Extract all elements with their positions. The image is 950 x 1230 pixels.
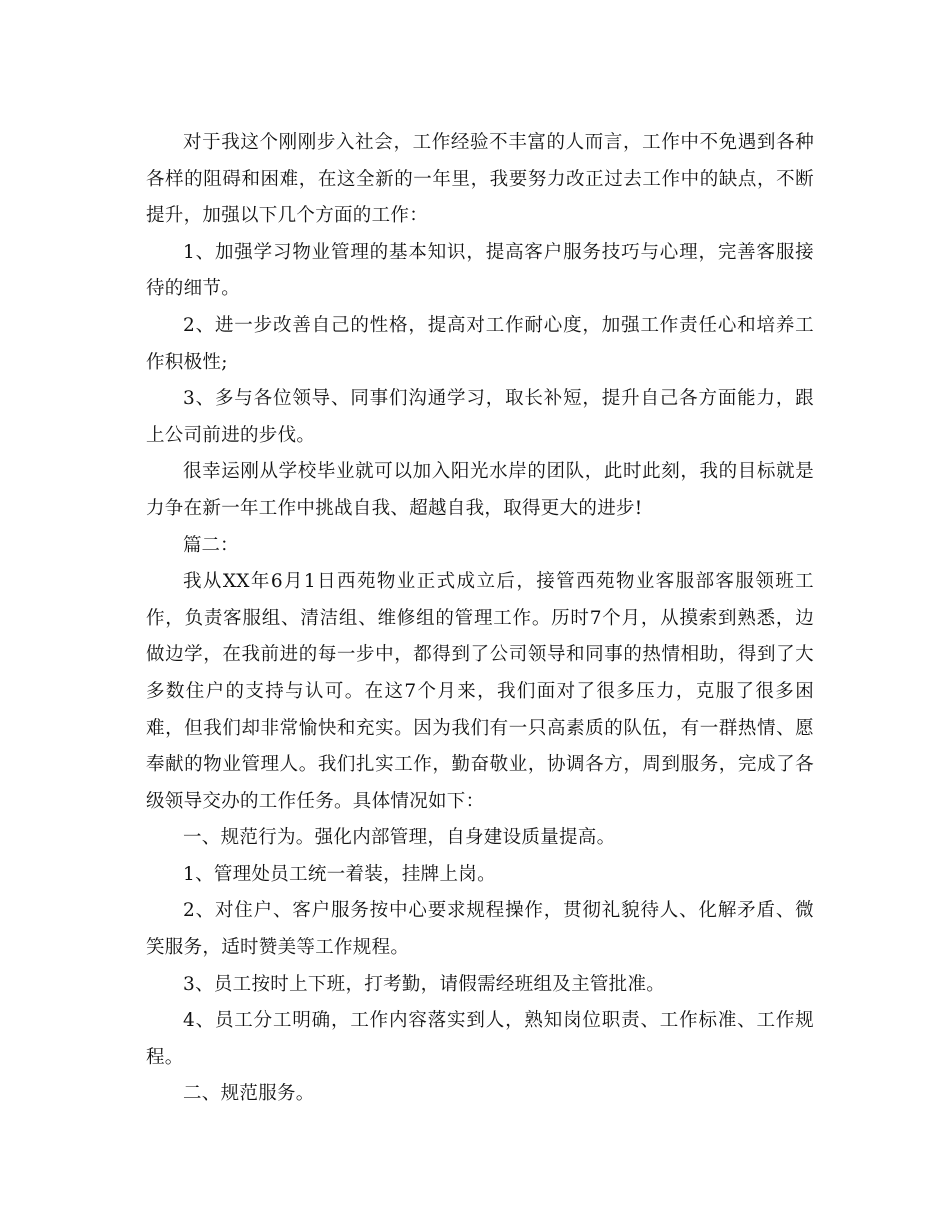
document-body xyxy=(146,125,814,1113)
paragraph-section-one-item-2: 2、对住户、客户服务按中心要求规程操作，贯彻礼貌待人、化解矛盾、微笑服务，适时赞美等工作规程。 xyxy=(146,900,814,959)
section-heading-part-two: 篇二： xyxy=(183,534,239,556)
paragraph-section-one: 一、规范行为。强化内部管理，自身建设质量提高。 xyxy=(183,827,616,849)
paragraph-closing: 很幸运刚从学校毕业就可以加入阳光水岸的团队，此时此刻，我的目标就是力争在新一年工作中挑战自我、超越自我，取得更大的进步! xyxy=(146,461,814,519)
paragraph-item-2: 2、进一步改善自己的性格，提高对工作耐心度，加强工作责任心和培养工作积极性; xyxy=(146,314,814,373)
paragraph-section-one-item-3: 3、员工按时上下班，打考勤，请假需经班组及主管批准。 xyxy=(183,973,666,995)
paragraph-item-3: 3、多与各位领导、同事们沟通学习，取长补短，提升自己各方面能力，跟上公司前进的步伐。 xyxy=(146,388,814,446)
paragraph-section-one-item-4: 4、员工分工明确，工作内容落实到人，熟知岗位职责、工作标准、工作规程。 xyxy=(146,1010,814,1068)
paragraph-item-1: 1、加强学习物业管理的基本知识，提高客户服务技巧与心理，完善客服接待的细节。 xyxy=(146,241,814,300)
paragraph-intro: 对于我这个刚刚步入社会，工作经验不丰富的人而言，工作中不免遇到各种各样的阻碍和困难，在这全新的一年里，我要努力改正过去工作中的缺点，不断提升，加强以下几个方面的工作： xyxy=(146,132,814,227)
paragraph-section-two: 二、规范服务。 xyxy=(183,1083,315,1105)
paragraph-section-one-item-1: 1、管理处员工统一着装，挂牌上岗。 xyxy=(183,863,496,885)
paragraph-part-two-intro: 我从XX年6月1日西苑物业正式成立后，接管西苑物业客服部客服领班工作，负责客服组、清洁组、维修组的管理工作。历时7个月，从摸索到熟悉，边做边学，在我前进的每一步中，都得到了公司领导和同事的热情相助，得到了大多数住户的支持与认可。在这7个月来，我们面对了很多压力，克服了很多困难，但我们却非常愉快和充实。因为我们有一只高素质的队伍，有一群热情、愿奉献的物业管理人。我们扎实工作，勤奋敬业，协调各方，周到服务，完成了各级领导交办的工作任务。具体情况如下： xyxy=(146,571,814,812)
